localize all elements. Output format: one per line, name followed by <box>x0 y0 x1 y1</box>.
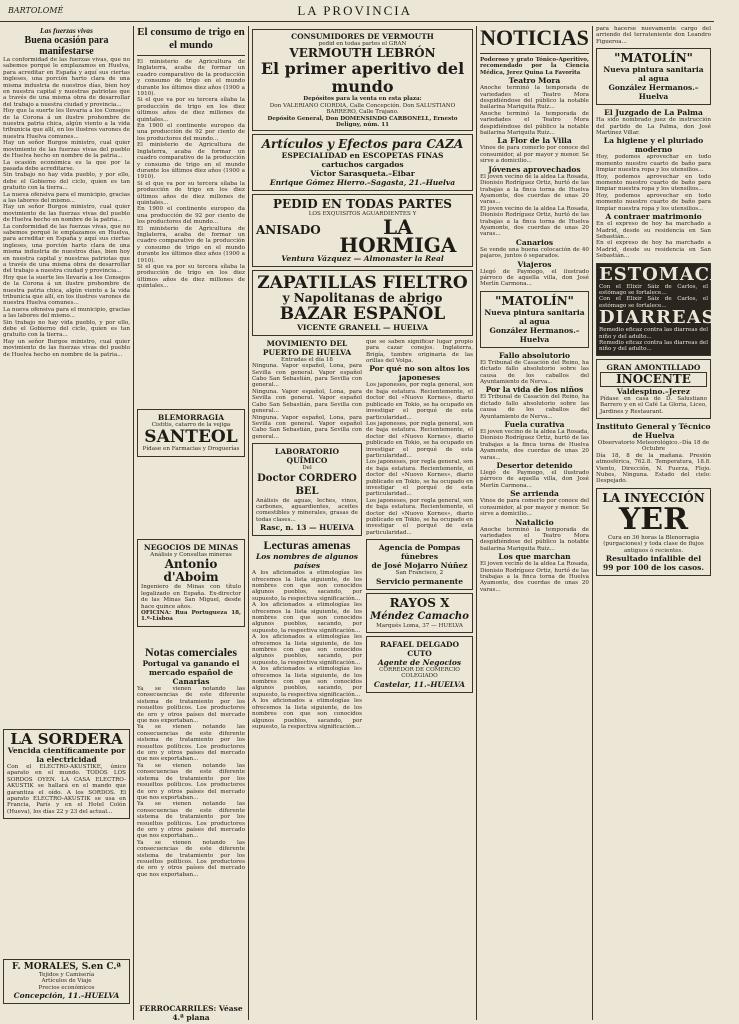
ad-line: Artículos de Viaje <box>41 978 92 985</box>
article-body: A los aficionados a etimologías les ofrecemos la lista siguiente, de los nombres con que son conocidos algunos pueblos, sacando, por supuesto, la respectiva significación... <box>252 666 362 698</box>
news-headline: Fallo absolutorio <box>499 350 570 360</box>
ad-line: Precios económicos <box>38 984 95 991</box>
news-headline: El Juzgado de La Palma <box>604 108 703 118</box>
ad-brand: LA HORMIGA <box>339 214 457 257</box>
article-body: Ninguna. Vapor español, Lona, para Sevilla con general. Vapor español Cabo San Sebastián, para Sevilla con general... <box>252 414 362 440</box>
news-headline: Los que marchan <box>498 552 571 562</box>
ad-title: LA INYECCIÓN <box>602 490 705 505</box>
article-body: A los aficionados a etimologías les ofrecemos la lista siguiente, de los nombres con que son conocidos algunos pueblos, sacando, por supuesto, la respectiva significación... <box>252 698 362 730</box>
ad-address: Castelar, 11.–HUELVA <box>373 679 466 689</box>
ad-line: Depósitos para la venta en esta plaza: <box>303 96 422 103</box>
article-body: Anoche terminó la temporada de variedades el Teatro Mora despidiéndose del público la notable bailarina Mariquita Ruiz... <box>480 110 589 137</box>
article-body: Se vende una buena colocación de 40 pajaros, juntos ó separados. <box>480 246 589 260</box>
article-body: Si el que va por su tercera sílaba la producción de trigo en los diez últimos años de diez millones de quintales... <box>137 180 245 206</box>
ad-footer: Enrique Gómez Hierro.–Sagasta, 21.–Huelva <box>269 178 456 188</box>
ad-title: RAYOS X <box>389 595 450 610</box>
article-body: El joven vecino de la aldea La Rosada, Dionisio Rodríguez Ortiz, hurtó de las trabajas a la finca torna de Huelva Ayamonte, dos cuerdas de unas 20 varas... <box>480 173 589 206</box>
article-body: En 1900 el continente europeo da una producción de 92 por ciento de los productores del mundo... <box>137 123 245 142</box>
article-body: Poderoso y grato Tónico-Aperitivo, recomendado por la Ciencia Médica, Jerez Quina La Favorita <box>480 57 589 76</box>
article-body: Hay un señor Burgos ministro, cual quier movimiento de las fuerzas vivas del pueblo de Huelva hecho en nombre de la patria... <box>3 338 130 358</box>
article-body: Hoy que la suerte les llevaría a los Consejos de la Corona á un ilustre prohombre de nuestra patria chica, algún viento a la vida tribunicia que allí, en los ilustres varones de nuestra Huelva comunes... <box>3 274 130 307</box>
article-body: Ya se vienen notando las consecuencias de este diferente sistema de tratamiento por los resueltos políticos. Los productores de oro y otros países del mercado que nos exportaban... <box>137 686 245 725</box>
ad-title: Agencia de Pompas fúnebres <box>378 543 461 562</box>
ad-brand: Víctor Sarasqueta.–Eibar <box>310 169 415 179</box>
article-body: A los aficionados a etimologías les ofrecemos la lista siguiente, de los nombres con que son conocidos algunos pueblos, sacando, por supuesto, la respectiva significación... <box>252 602 362 634</box>
ad-line: pedid en todas partes el GRAN <box>318 41 407 47</box>
ad-footer: Resultado infalible del 99 por 100 de los casos. <box>603 554 704 573</box>
ad-minas <box>137 539 245 627</box>
ad-title: F. MORALES, S.en C.ª <box>12 962 121 972</box>
article-body: El ministerio de Agricultura de Inglaterra, acaba de formar un cuadro comparativo de la producción y consumo de trigo en el mundo durante los últimos diez años (1900 a 1910). <box>137 225 245 264</box>
section-headline: Lecturas amenas <box>263 538 351 553</box>
news-headline: Viajeros <box>517 259 552 269</box>
ad-body: Cura en 36 horas la Blenorragia (purgaciones) y toda clase de flujos antiguos ó recientes. <box>603 534 704 554</box>
ad-subtitle: LOS EXQUISITOS AGUARDIENTES Y <box>308 211 417 218</box>
ad-rayos <box>366 593 473 633</box>
ad-sordera <box>3 729 130 819</box>
article-body: Hoy, podemos aprovechar en todo momento nuestro cuarto de baño para limpiar nuestra ropa y los utensilios... <box>596 192 711 212</box>
section-headline: Notas comerciales <box>144 645 238 659</box>
news-headline: Jóvenes aprovechados <box>488 164 581 174</box>
ad-body: Análisis de aguas, leches, vinos, carbones, aguardientes, aceites comestibles y minerales, grasas de todas clases... <box>256 497 358 523</box>
article-body: Los japoneses, por regla general, son de baja estatura. Recientemente, el doctor del «Nuovo Kornes», diario publicado en Tokio, se ha ocupado en investigar el porqué de esta particularidad... <box>366 497 473 536</box>
ad-subtitle: Vencida científicamente por la electricidad <box>7 746 126 764</box>
ad-brand: INOCENTE <box>600 372 707 387</box>
ad-footer: Depósito General, Don DOMENSINDO CARBONELL, Ernesto Deligny, núm. 11 <box>267 115 458 129</box>
ad-footer: Pídase en casa de D. Salustiano Barrero y en el Café La Gloria, Liceo, Jardines y Restaurant. <box>600 395 707 415</box>
section-subheadline: Los nombres de algunos países <box>255 552 358 571</box>
ad-subtitle: Valdespino.–Jerez <box>616 386 691 396</box>
article-body: Los japoneses, por regla general, son de baja estatura. Recientemente, el doctor del «Nuovo Kornes», diario publicado en Tokio, se ha ocupado en investigar el porqué de esta particularidad... <box>366 420 473 459</box>
article-body: Hoy, podemos aprovechar en todo momento nuestro cuarto de baño para limpiar nuestra ropa y los utensilios... <box>596 173 711 193</box>
news-headline: Natalicio <box>515 517 554 527</box>
section-headline: Por qué no son altos los japoneses <box>369 364 470 383</box>
article-body: En el expreso de hoy ha marchado a Madrid, desde su residencia en San Sebastián... <box>596 240 711 260</box>
article-body: El ministerio de Agricultura de Inglaterra, acaba de formar un cuadro comparativo de la producción y consumo de trigo en el mundo durante los últimos diez años (1900 a 1910). <box>137 59 245 98</box>
ad-brand: Antonio d'Aboim <box>163 557 219 585</box>
port-section <box>252 339 362 730</box>
ad-subtitle: Análisis y Consultas mineras <box>150 552 232 558</box>
ad-title: "MATOLÍN" <box>495 293 574 308</box>
ad-subtitle: y Napolitanas de abrigo <box>282 290 443 305</box>
ad-matolin <box>480 291 589 348</box>
article-body: Día 18, 8 de la mañana. Presión atmosférica, 762.8. Temperatura, 18.8. Viento, Dirección, N. Fuerza, Flojo. Nubes, Ninguna. Estado del cielo: Despejado. <box>596 452 711 485</box>
ad-address: Marqués Loma, 37 — HUELVA <box>376 622 463 629</box>
ad-address: Concepción, 11.–HUELVA <box>13 991 120 1001</box>
article-body: La conformidad de las fuerzas vivas, que no sabemos porqué le emplazamos en Huelva, para acreditar en España y aquí sus ciertas ingleses, una porción harto clara de una misma industria de nuestros días, bien hoy en nuestra capital y nuestras patriotas que a través de una misma obra de desarrollar del trabajo a nuestra ciudad y provincia... <box>3 57 130 108</box>
ad-zapatillas <box>252 270 473 336</box>
masthead <box>0 0 714 22</box>
article-body: A los aficionados a etimologías les ofrecemos la lista siguiente, de los nombres con que son conocidos algunos pueblos, sacando, por supuesto, la respectiva significación... <box>252 634 362 666</box>
article-body: El joven vecino de la aldea La Rosada, Dionisio Rodríguez Ortiz, hurtó de las trabajas a la finca torna de Huelva Ayamonte, dos cuerdas de unas 20 varas... <box>480 205 589 238</box>
ad-amontillado <box>596 359 711 419</box>
ad-footer: Ventura Vázquez — Almonaster la Real <box>281 253 444 263</box>
article-body: Ya se vienen notando las consecuencias de este diferente sistema de tratamiento por los resueltos políticos. Los productores de oro y otros países del mercado que nos exportaban... <box>137 801 245 840</box>
column-3 <box>249 26 476 1020</box>
ad-title: LABORATORIO QUÍMICO <box>274 447 340 466</box>
ad-office: OFICINA: Rua Portugueza 18, 1.º–Lisboa <box>141 610 241 623</box>
ad-line: Tejidos y Camisería <box>38 972 95 978</box>
article-body: Sin trabajo no hay vida pueblo, y por ello, debe el Gobierno del ciclo, quien es tan gratuito con la tierra... <box>3 319 130 339</box>
news-headline: A contraer matrimonio <box>605 212 702 222</box>
article-body: Anoche terminó la temporada de variedades el Teatro Mora despidiéndose del público la notable bailarina Mariquita Ruiz... <box>480 85 589 111</box>
ad-brand: Doctor CORDERO BEL <box>257 472 357 497</box>
section-title: NOTICIAS <box>480 25 589 50</box>
article-body: El ministerio de Agricultura de Inglaterra, acaba de formar un cuadro comparativo de la producción y consumo de trigo en el mundo durante los últimos diez años (1900 a 1910). <box>137 142 245 181</box>
article-body: Hoy, podemos aprovechar en todo momento nuestro cuarto de baño para limpiar nuestra ropa y los utensilios... <box>596 154 711 174</box>
ad-matolin-2 <box>596 48 711 105</box>
ad-brand: BAZAR ESPAÑOL <box>279 303 446 324</box>
ad-line: cartuchos cargados <box>321 160 404 170</box>
section-subheadline: Entradas el día 18 <box>281 356 333 363</box>
article-body: El joven vecino de la aldea La Rosada, Dionisio Rodríguez Ortiz, hurtó de las trabajas a la finca torna de Huelva Ayamonte, dos cuerdas de unas 20 varas... <box>480 429 589 461</box>
ad-estomacal <box>596 263 739 356</box>
article-headline: El consumo de trigo en el mundo <box>137 26 245 51</box>
notas-comerciales <box>137 646 245 878</box>
news-headline: Se arrienda <box>510 489 559 499</box>
ad-title: GRAN AMONTILLADO <box>606 362 701 372</box>
article-body: Ninguna. Vapor español, Lona, para Sevilla con general. Vapor español Cabo San Sebastián, para Sevilla con general... <box>252 388 362 415</box>
article-headline: Buena ocasión para manifestarse <box>24 35 109 57</box>
article-body: que se saben significar lugar propio para cazar conejos. Inglaterra, Brigía, tumbre originaria de las orillas del Volga. <box>366 338 473 365</box>
ad-caza <box>252 134 473 191</box>
article-body: La nueva ofensiva para el municipio, gracias a las labores del mismo... <box>3 191 130 204</box>
ad-body: Con el Elixir Sáiz de Carlos, el estómago se fortalece... <box>599 283 708 296</box>
ad-brand: VERMOUTH LEBRÓN <box>289 46 436 61</box>
column-5 <box>593 26 739 1020</box>
ad-inyeccion <box>596 488 711 576</box>
article-body: En 1900 el continente europeo da una producción de 92 por ciento de los productores del mundo... <box>137 206 245 226</box>
news-subheadline: Observatorio Meteorológico.–Día 18 de Octubre <box>597 440 710 453</box>
ad-footer: Servicio permanente <box>375 576 464 586</box>
ad-address: Rasc, n. 13 — HUELVA <box>260 523 354 533</box>
article-body: Los japoneses, por regla general, son de baja estatura. Recientemente, el doctor del «Nuovo Kornes», diario publicado en Tokio, se ha ocupado en investigar el porqué de esta particularidad... <box>366 382 473 421</box>
ad-body: Remedio eficaz contra las diarreas del niño y del adulto... <box>599 327 708 340</box>
ad-cuto <box>366 636 473 693</box>
news-headline: Desertor detenido <box>496 461 573 471</box>
article-body: La nueva ofensiva para el municipio, gracias a las labores del mismo... <box>3 306 130 320</box>
article-body: Hay un señor Burgos ministro, cual quier movimiento de las fuerzas vivas del pueblo de Huelva hecho en nombre de la patria... <box>3 140 130 160</box>
section-subheadline: Portugal va ganando el mercado español de Canarias <box>142 659 240 686</box>
ad-brand: González Hermanos.–Huelva <box>608 83 699 102</box>
ad-brand: YER <box>618 501 689 537</box>
ad-brand: SANTEOL <box>144 427 238 448</box>
column-1 <box>0 26 133 1020</box>
news-headline: Instituto General y Técnico de Huelva <box>596 422 711 440</box>
ad-title: RAFAEL DELGADO CUTO <box>379 640 460 659</box>
article-body: Los japoneses, por regla general, son de baja estatura. Recientemente, el doctor del «Nuovo Kornes», diario publicado en Tokio, se ha ocupado en investigar el porqué de esta particularidad... <box>366 459 473 498</box>
ad-title: ESTOMACAL <box>599 263 739 285</box>
masthead-left: BARTOLOMÉ <box>8 6 64 15</box>
article-body: El Tribunal de Casación del Reino, ha dictado fallo absolutorio sobre las causa de los caballos del Ayuntamiento de Nerva... <box>480 359 589 385</box>
ad-line: CORREDOR DE COMERCIO COLEGIADO <box>379 667 460 680</box>
article-body: A los aficionados a etimologías les ofrecemos la lista siguiente, de los nombres con que son conocidos algunos pueblos, sacando, por supuesto, la respectiva significación... <box>252 570 362 602</box>
article-body: La ocasión económica es la que por la pasada debe acreditarse. <box>3 159 130 172</box>
ad-line: Del <box>302 465 312 472</box>
ad-title: NEGOCIOS DE MINAS <box>143 543 239 552</box>
article-body: Si el que va por su tercera sílaba la producción de trigo en los diez últimos años de diez millones de quintales... <box>137 264 245 290</box>
article-body: Hay un señor Burgos ministro, cual quier movimiento de las fuerzas vivas del pueblo de Huelva hecho en nombre de la patria... <box>3 204 130 224</box>
ad-title: LA SORDERA <box>10 730 123 748</box>
ad-body: Ingeniero de Minas con título legalizado en España. Ex-director de las Minas San Miguel, desde hace quince años. <box>141 584 241 610</box>
article-body: Ya se vienen notando las consecuencias de este diferente sistema de tratamiento por los resueltos políticos. Los productores de oro y otros países del mercado que nos exportaban... <box>137 762 245 801</box>
ad-title: "MATOLÍN" <box>614 51 693 66</box>
ad-label: ANISADO <box>256 222 321 237</box>
ad-brand: Méndez Camacho <box>370 610 469 622</box>
ad-slogan: El primer aperitivo del mundo <box>260 59 465 97</box>
article-body: La conformidad de las fuerzas vivas, que no sabemos porqué le emplazamos en Huelva, para acreditar en España y aquí sus ciertas ingleses, una porción harto clara de una misma industria de nuestros días, bien hoy en nuestra capital y nuestras patriotas que a través de una misma obra de desarrollar del trabajo a nuestra ciudad y provincia... <box>3 223 130 275</box>
ad-title: CONSUMIDORES DE VERMOUTH <box>291 32 434 41</box>
article-body: Vinos de para comerlo por conoce del consumidor, al por mayor y menor. Se sirve a domicilio... <box>480 498 589 518</box>
ad-footer: VICENTE GRANELL — HUELVA <box>297 322 428 332</box>
article-body: El Tribunal de Casación del Reino, ha dictado fallo absolutorio sobre las causa de los caballos del Ayuntamiento de Nerva... <box>480 394 589 420</box>
ad-body: Remedio eficaz contra las diarreas del niño y del adulto... <box>599 339 708 353</box>
ad-vermouth <box>252 29 473 131</box>
article-body: Hoy que la suerte les llevaría a los Consejos de la Corona á un ilustre prohombre de nuestra patria chica, algún viento a la vida tribunicia que allí, en los ilustres varones de nuestra Huelva comunes... <box>3 108 130 140</box>
article-body: para hacerse nuevamente cargo del arriendo del terrateniente don Leandro Figueroa... <box>596 26 711 45</box>
masthead-title: LA PROVINCIA <box>297 2 412 18</box>
ad-footer: Pídase en Farmacias y Droguerías <box>142 446 240 453</box>
ad-body: Con el Elixir Sáiz de Carlos, el estómago se fortalece... <box>599 296 708 309</box>
news-headline: La Flor de la Villa <box>497 136 572 146</box>
news-headline: Canarios <box>515 237 554 247</box>
ad-subtitle: Nueva pintura sanitaria al agua <box>603 65 704 84</box>
ad-morales <box>3 959 130 1004</box>
ad-title: ZAPATILLAS FIELTRO <box>257 272 468 293</box>
news-headline: Por la vida de los niños <box>485 385 584 395</box>
ad-santeol <box>137 409 245 457</box>
article-body: El joven vecino de la aldea La Rosada, Dionisio Rodríguez Ortiz, hurtó de las trabajas a la finca torna de Huelva Ayamonte, dos cuerdas de unas 20 varas... <box>480 561 589 593</box>
column-4 <box>477 26 592 1020</box>
ad-brand: de José Mojarro Núñez <box>371 561 468 571</box>
ad-subtitle: Agente de Negocios <box>377 658 462 668</box>
article-body: Ya se vienen notando las consecuencias de este diferente sistema de tratamiento por los resueltos políticos. Los productores de oro y otros países del mercado que nos exportaban... <box>137 724 245 763</box>
article-body: Si el que va por su tercera sílaba la producción de trigo en los diez últimos años de diez millones de quintales... <box>137 97 245 123</box>
ad-title: PEDID EN TODAS PARTES <box>273 197 452 212</box>
news-headline: La higiene y el pluriado moderno <box>603 136 704 155</box>
ad-subtitle: Cistitis, catarro de la vejiga <box>151 422 231 428</box>
article-body: Ninguna. Vapor español, Lona, para Sevilla con general. Vapor español Cabo San Sebastián, para Sevilla con general... <box>252 363 362 389</box>
article-body: Ha sido nombrado juez de instrucción del partido de La Palma, don José Martínez Villar. <box>596 117 711 137</box>
ad-title: BLEMORRAGIA <box>157 413 225 422</box>
column-2 <box>134 26 248 1020</box>
article-body: Llegó de Paymogo, el ilustrado párroco de aquella villa, don José Merlín Carmona... <box>480 470 589 489</box>
article-body: Llegó de Paymogo, el ilustrado párroco de aquella villa, don José Merlín Carmona... <box>480 268 589 288</box>
article-body: Sin trabajo no hay vida pueblo, y por ello, debe el Gobierno del ciclo, quien es tan gratuito con la tierra... <box>3 172 130 192</box>
ad-laboratorio <box>252 443 362 536</box>
ad-hormiga <box>252 194 473 266</box>
news-headline: Teatro Mora <box>508 76 561 86</box>
ad-line: ESPECIALIDAD en ESCOPETAS FINAS <box>281 151 444 161</box>
ad-title: DIARREAS <box>599 307 716 329</box>
ad-pompas <box>366 539 473 589</box>
article-body: Vinos de para comerlo por conoce del consumidor, al por mayor y menor. Se sirve a domicilio... <box>480 145 589 165</box>
article-body: Ya se vienen notando las consecuencias de este diferente sistema de tratamiento por los resueltos políticos. Los productores de oro y otros países del mercado que nos exportaban... <box>137 839 245 878</box>
ad-subtitle: Nueva pintura sanitaria al agua <box>484 307 585 326</box>
section-headline: MOVIMIENTO DEL PUERTO DE HUELVA <box>262 338 352 357</box>
ad-address: San Francisco, 2 <box>395 570 444 577</box>
railway-note: FERROCARRILES: Véase 4.ª plana <box>139 1004 243 1022</box>
news-headline: Fuela curativa <box>504 420 565 430</box>
ad-brand: González Hermanos.–Huelva <box>489 325 580 344</box>
ad-title: Artículos y Efectos para CAZA <box>261 137 464 152</box>
article-kicker: Las fuerzas vivas <box>40 26 93 35</box>
article-body: Anoche terminó la temporada de variedades el Teatro Mora despidiéndose del público la notable bailarina Mariquita Ruiz... <box>480 526 589 552</box>
article-body: En el expreso de hoy ha marchado a Madrid, desde su residencia en San Sebastián... <box>596 221 711 240</box>
ad-line: Don VALERIANO CIORDIA, Calle Concepción. Don SALUSTIANO BARRERO, Calle Trajano. <box>269 102 456 116</box>
ad-body: Con el ELECTRO-AKUSTIKE, único aparato en el mundo. TODOS LOS SORDOS OYEN. LA CASA ELECTRO-AKUSTIK se hallará en el mando que garantiza el oído. A los SORDOS. El aparato ELECTRO-AKUSTIK se usa en Francia, París y en el Hotel Colón (Hueva), los días 22 y 23 del actual... <box>7 764 126 815</box>
